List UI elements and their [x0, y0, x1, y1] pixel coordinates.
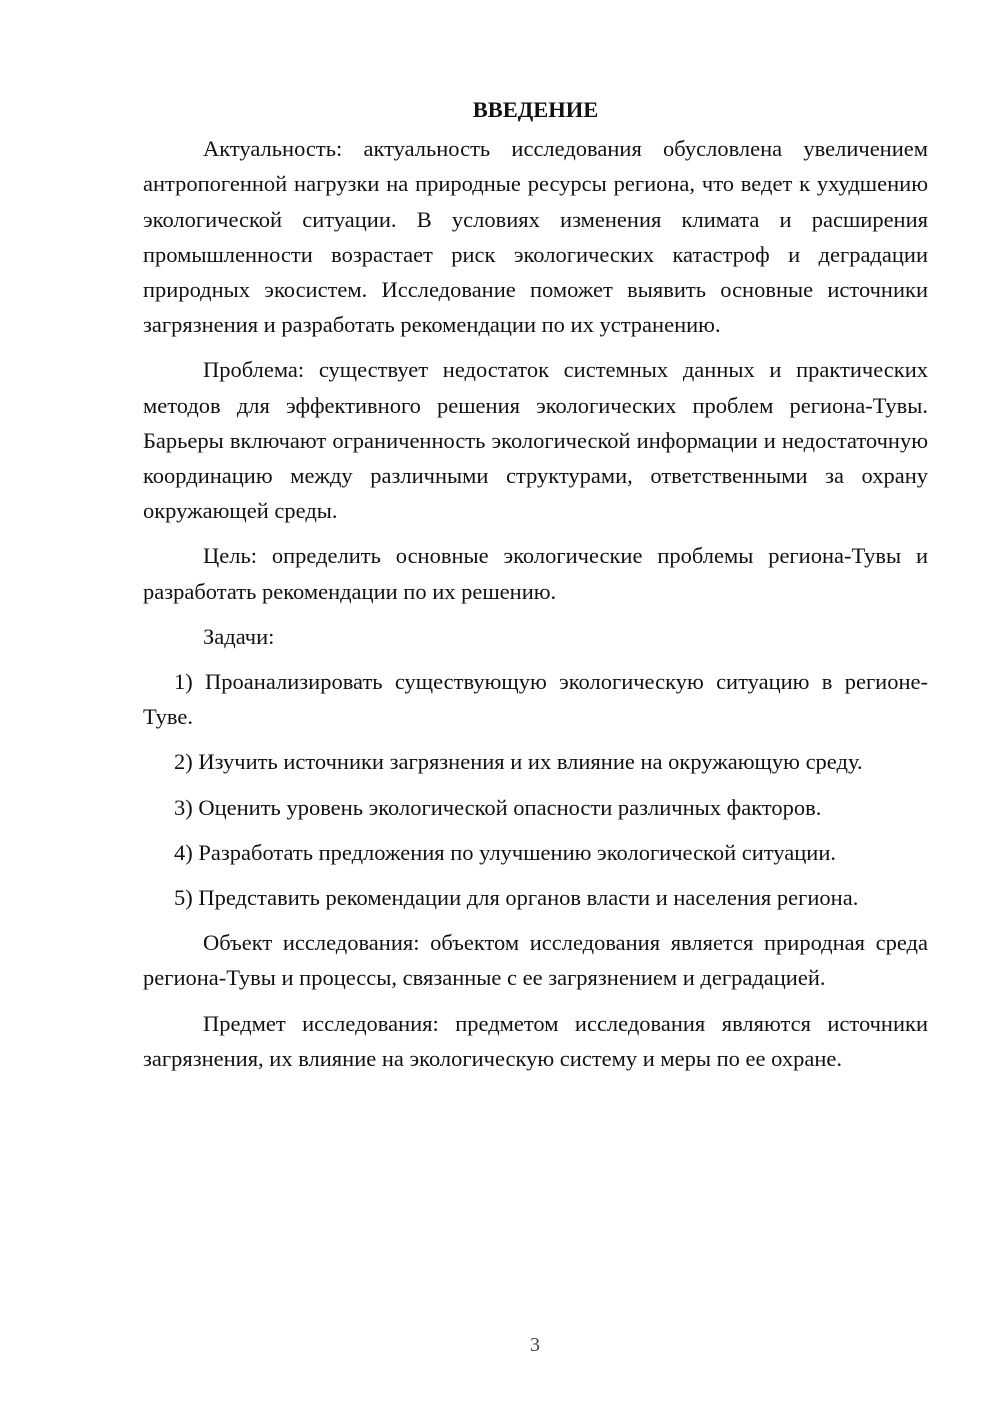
task-item-5: 5) Представить рекомендации для органов власти и населения региона.: [174, 885, 859, 911]
subject-paragraph: Предмет исследования: предметом исследования являются источники загрязнения, их влияние на экологическую систему и меры по ее охране.: [143, 1010, 928, 1071]
object-paragraph: Объект исследования: объектом исследования является природная среда региона-Тувы и процессы, связанные с ее загрязнением и деградацией.: [143, 930, 928, 991]
task-item-3: 3) Оценить уровень экологической опасности различных факторов.: [174, 794, 822, 820]
goal-paragraph: Цель: определить основные экологические проблемы региона-Тувы и разработать рекомендации по их решению.: [143, 543, 928, 604]
tasks-heading: Задачи:: [203, 623, 275, 649]
task-item-4: 4) Разработать предложения по улучшению экологической ситуации.: [174, 839, 837, 865]
task-item-2: 2) Изучить источники загрязнения и их влияние на окружающую среду.: [174, 749, 863, 775]
relevance-paragraph: Актуальность: актуальность исследования обусловлена увеличением антропогенной нагрузки на природные ресурсы региона, что ведет к ухудшению экологической ситуации. В условиях изменения климата и расширения промышленности возрастает риск экологических катастроф и деградации природных экосистем. Исследование поможет выявить основные источники загрязнения и разработать рекомендации по их устранению.: [143, 136, 928, 338]
document-page: [143, 92, 928, 1086]
document-title: ВВЕДЕНИЕ: [472, 97, 599, 122]
task-item-1: 1) Проанализировать существующую экологическую ситуацию в регионе-Туве.: [143, 669, 928, 730]
problem-paragraph: Проблема: существует недостаток системных данных и практических методов для эффективного решения экологических проблем региона-Тувы. Барьеры включают ограниченность экологической информации и недостаточную координацию между различными структурами, ответственными за охрану окружающей среды.: [143, 357, 928, 524]
page-number: 3: [530, 1334, 540, 1356]
tasks-list: [143, 664, 928, 915]
